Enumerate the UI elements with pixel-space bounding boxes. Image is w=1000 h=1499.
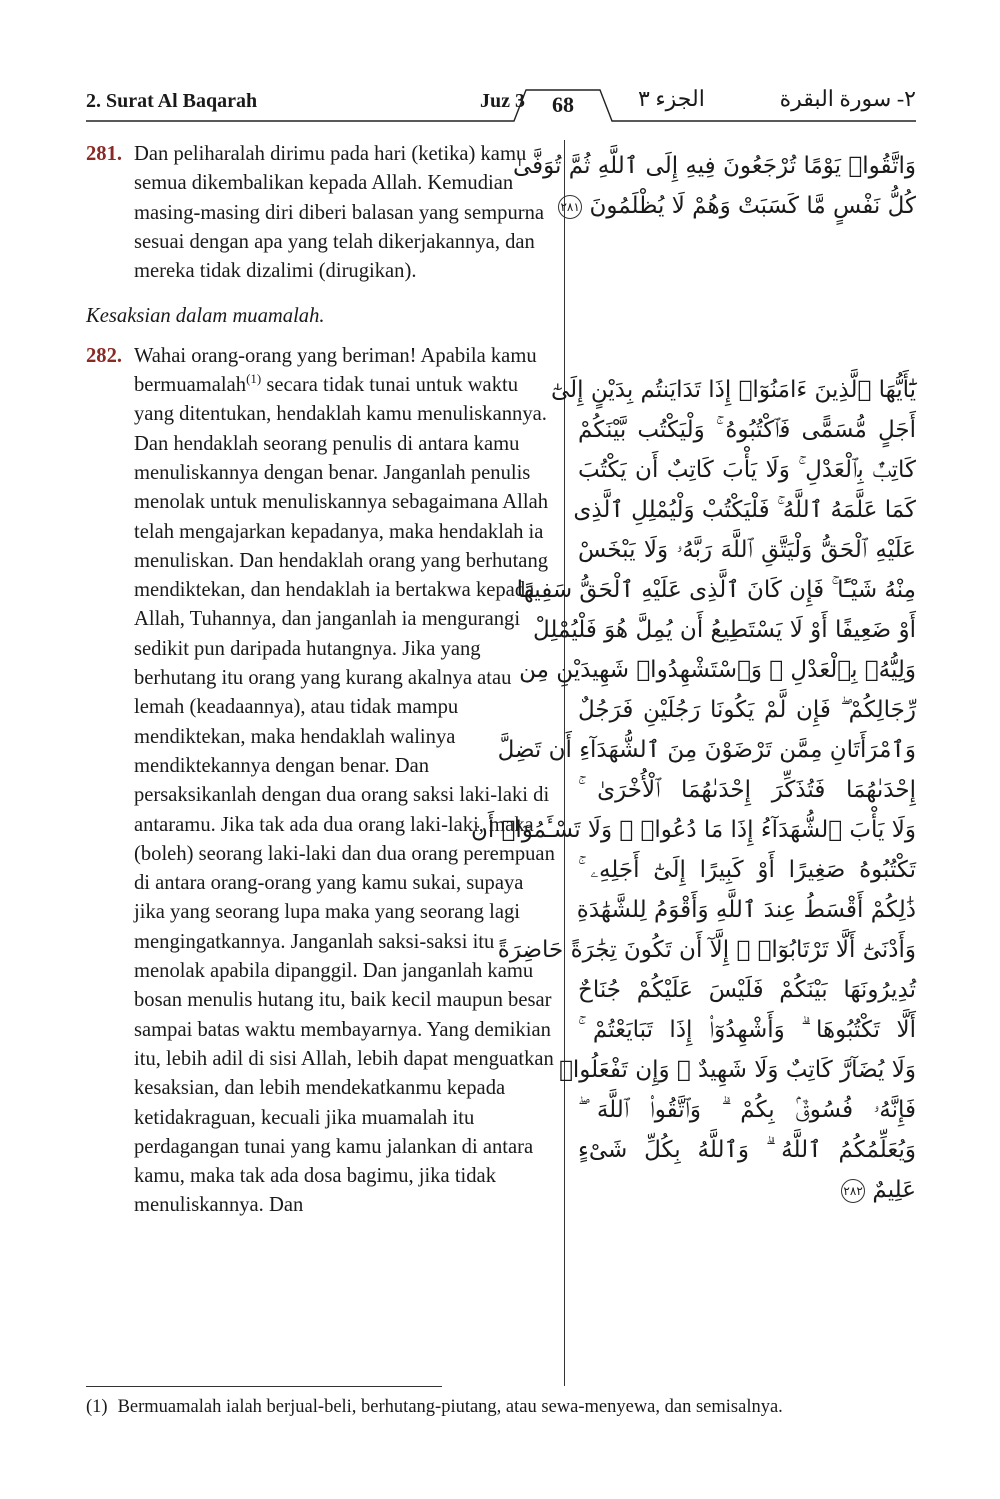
arabic-line-text: كُلُّ نَفْسٍ مَّا كَسَبَتْ وَهُمْ لَا يُظْلَمُونَ xyxy=(589,193,916,219)
verse-text-part: secara tidak tunai untuk waktu yang ditentukan, hendaklah kamu menuliskannya. Dan hendaklah seorang penulis di antara kamu menuliskannya dengan benar. Janganlah penulis menolak untuk menuliskannya sebagaimana Allah telah mengajarkan kepadanya, maka hendaklah ia menuliskan. Dan hendaklah orang yang berhutang mendiktekan, dan hendaklah ia bertakwa kepada Allah, Tuhannya, dan janganlah ia mengurangi sedikit pun daripada hutangnya. Jika yang berhutang itu orang yang kurang akalnya atau lemah (keadaannya), atau tidak mampu mendiktekan, maka hendaklah walinya mendiktekannya dengan benar. Dan persaksikanlah dengan dua orang saksi laki-laki di antaramu. Jika tak ada dua orang laki-laki, maka (boleh) seorang laki-laki dan dua orang perempuan di antara orang-orang yang kamu sukai, supaya jika yang seorang lupa maka yang seorang lagi mengingatkannya. Janganlah saksi-saksi itu menolak apabila dipanggil. Dan janganlah kamu bosan menulis hutang itu, baik kecil maupun besar sampai batas waktu membayarnya. Yang demikian itu, lebih adil di sisi Allah, lebih dapat menguatkan kesaksian, dan lebih mendekatkanmu kepada ketidakraguan, kecuali jika muamalah itu perdagangan tunai yang kamu jalankan di antara kamu, maka tak ada dosa bagimu, jika tidak menuliskannya. Dan xyxy=(134,374,555,1217)
footnote-text: Bermuamalah ialah berjual-beli, berhutang-piutang, atau sewa-menyewa, dan semisalnya. xyxy=(117,1397,783,1417)
arabic-line: فَإِنَّهُۥ فُسُوقٌۢ بِكُمْ ۗ وَٱتَّقُوا۟ ٱللَّهَ ۖ xyxy=(578,1097,916,1123)
translation-column xyxy=(86,140,556,1221)
verse-282-translation xyxy=(86,342,556,1221)
juz-label-latin: Juz 3 xyxy=(480,90,525,112)
juz-label-arabic: الجزء ٣ xyxy=(638,86,705,111)
verse-281-translation xyxy=(86,140,556,286)
section-heading: Kesaksian dalam muamalah. xyxy=(86,305,325,328)
footnote-reference[interactable]: (1) xyxy=(246,371,262,387)
ayah-end-icon: ٢٨٢ xyxy=(841,1179,865,1203)
verse-number: 282. xyxy=(86,344,123,367)
arabic-line: أَجَلٍ مُّسَمًّى فَٱكْتُبُوهُ ۚ وَلْيَكْتُب بَّيْنَكُمْ xyxy=(578,417,916,443)
arabic-line: وَلَا يَأْبَ ٱلشُّهَدَآءُ إِذَا مَا دُعُوا۟ ۚ وَلَا تَسْـَٔمُوٓا۟ أَن xyxy=(470,817,916,843)
arabic-verse-282 xyxy=(470,370,916,1210)
arabic-line: وَأَدْنَىٰٓ أَلَّا تَرْتَابُوٓا۟ ۖ إِلَّآ أَن تَكُونَ تِجَٰرَةً حَاضِرَةً xyxy=(497,937,916,963)
arabic-verse-281 xyxy=(513,146,916,226)
arabic-line: تُدِيرُونَهَا بَيْنَكُمْ فَلَيْسَ عَلَيْكُمْ جُنَاحٌ xyxy=(578,977,916,1003)
arabic-line: وَيُعَلِّمُكُمُ ٱللَّهُ ۗ وَٱللَّهُ بِكُلِّ شَىْءٍ xyxy=(578,1137,916,1163)
arabic-line: يَٰٓأَيُّهَا ٱلَّذِينَ ءَامَنُوٓا۟ إِذَا تَدَايَنتُم بِدَيْنٍ إِلَىٰٓ xyxy=(550,377,916,403)
arabic-line xyxy=(560,186,916,226)
page-number: 68 xyxy=(552,92,574,117)
arabic-line: وَٱمْرَأَتَانِ مِمَّن تَرْضَوْنَ مِنَ ٱلشُّهَدَآءِ أَن تَضِلَّ xyxy=(497,737,916,763)
arabic-line xyxy=(578,1170,916,1210)
surah-title-arabic: ٢- سورة البقرة xyxy=(779,86,916,111)
verse-number: 281. xyxy=(86,143,123,165)
verse-text: Dan peliharalah dirimu pada hari (ketika) kamu semua dikembalikan kepada Allah. Kemudian masing-masing diri diberi balasan yang sempurna sesuai dengan apa yang telah dikerjakannya, dan mereka tidak dizalimi (dirugikan). xyxy=(134,143,545,283)
arabic-line: أَلَّا تَكْتُبُوهَا ۗ وَأَشْهِدُوٓا۟ إِذَا تَبَايَعْتُمْ ۚ xyxy=(578,1017,916,1043)
arabic-line: تَكْتُبُوهُ صَغِيرًا أَوْ كَبِيرًا إِلَىٰٓ أَجَلِهِۦ ۚ xyxy=(578,857,916,883)
arabic-line: مِنْهُ شَيْـًٔا ۚ فَإِن كَانَ ٱلَّذِى عَلَيْهِ ٱلْحَقُّ سَفِيهًا xyxy=(516,577,916,603)
arabic-line: عَلَيْهِ ٱلْحَقُّ وَلْيَتَّقِ ٱللَّهَ رَبَّهُۥ وَلَا يَبْخَسْ xyxy=(578,537,916,563)
arabic-line: رِّجَالِكُمْ ۖ فَإِن لَّمْ يَكُونَا رَجُلَيْنِ فَرَجُلٌ xyxy=(578,697,916,723)
arabic-line: وَلِيُّهُۥ بِٱلْعَدْلِ ۚ وَٱسْتَشْهِدُوا۟ شَهِيدَيْنِ مِن xyxy=(519,657,916,683)
arabic-line: ذَٰلِكُمْ أَقْسَطُ عِندَ ٱللَّهِ وَأَقْوَمُ لِلشَّهَٰدَةِ xyxy=(576,897,916,923)
verse-text-part: Wahai orang-orang yang beriman! Apabila kamu bermuamalah xyxy=(134,344,537,397)
footnote xyxy=(86,1397,926,1418)
footnote-rule xyxy=(86,1386,442,1387)
arabic-line: أَوْ ضَعِيفًا أَوْ لَا يَسْتَطِيعُ أَن يُمِلَّ هُوَ فَلْيُمْلِلْ xyxy=(532,617,916,643)
verse-text xyxy=(134,342,556,1221)
arabic-line: كَاتِبٌۢ بِٱلْعَدْلِ ۚ وَلَا يَأْبَ كَاتِبٌ أَن يَكْتُبَ xyxy=(578,457,916,483)
page-header xyxy=(86,84,916,124)
arabic-line: وَاتَّقُوا۟ يَوْمًا تُرْجَعُونَ فِيهِ إِلَى ٱللَّهِ ثُمَّ تُوَفَّىٰ xyxy=(513,153,916,179)
footnote-mark: (1) xyxy=(86,1397,108,1417)
arabic-line: إِحْدَىٰهُمَا فَتُذَكِّرَ إِحْدَىٰهُمَا ٱلْأُخْرَىٰ ۚ xyxy=(578,777,916,803)
arabic-line: وَلَا يُضَآرَّ كَاتِبٌ وَلَا شَهِيدٌ ۚ وَإِن تَفْعَلُوا۟ xyxy=(559,1057,916,1083)
arabic-line: كَمَا عَلَّمَهُ ٱللَّهُ ۚ فَلْيَكْتُبْ وَلْيُمْلِلِ ٱلَّذِى xyxy=(573,497,916,523)
surah-title-latin: 2. Surat Al Baqarah xyxy=(86,90,258,112)
ayah-end-icon: ٢٨١ xyxy=(558,195,582,219)
arabic-line-text: عَلِيمٌ xyxy=(872,1177,916,1203)
